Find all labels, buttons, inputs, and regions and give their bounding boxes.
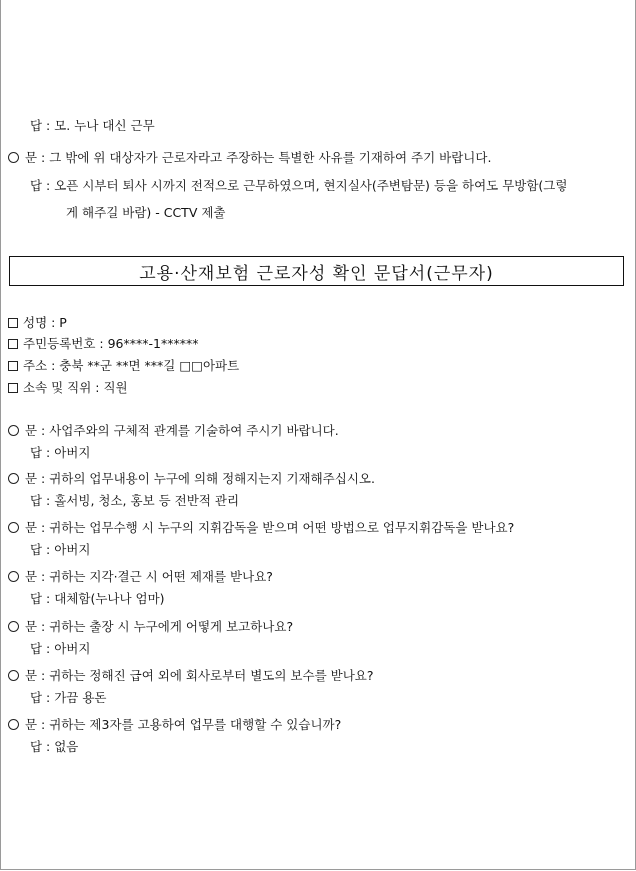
answer-line: 답 : 대체함(누나나 엄마) (30, 591, 165, 606)
info-address: 주소 : 충북 **군 **면 ***길 □□아파트 (23, 358, 240, 373)
answer-line: 답 : 오픈 시부터 퇴사 시까지 전적으로 근무하였으며, 현지실사(주변탐문) 등을 하여도 무방함(그렇 (30, 178, 568, 193)
info-position: 소속 및 직위 : 직원 (23, 380, 128, 395)
circle-bullet-icon (8, 473, 19, 484)
answer-line: 답 : 아버지 (30, 641, 91, 656)
checkbox-square-icon (8, 318, 18, 328)
question-line (8, 668, 373, 684)
circle-bullet-icon (8, 719, 19, 730)
answer-line: 답 : 없음 (30, 739, 79, 754)
question-text: 문 : 사업주와의 구체적 관계를 기술하여 주시기 바랍니다. (25, 423, 339, 438)
question-line (8, 717, 341, 733)
checkbox-square-icon (8, 361, 18, 371)
circle-bullet-icon (8, 621, 19, 632)
info-name: 성명 : P (23, 315, 67, 330)
info-item (8, 380, 128, 396)
info-item (8, 358, 239, 374)
circle-bullet-icon (8, 152, 19, 163)
checkbox-square-icon (8, 339, 18, 349)
question-line (8, 619, 293, 635)
question-line (8, 423, 339, 439)
answer-line: 답 : 모. 누나 대신 근무 (30, 118, 155, 133)
question-text: 문 : 귀하는 출장 시 누구에게 어떻게 보고하나요? (25, 619, 294, 634)
checkbox-square-icon (8, 383, 18, 393)
document-title-box (9, 256, 624, 286)
question-text: 문 : 귀하는 제3자를 고용하여 업무를 대행할 수 있습니까? (25, 717, 342, 732)
answer-line: 답 : 아버지 (30, 445, 91, 460)
question-line (8, 569, 273, 585)
question-text: 문 : 귀하는 업무수행 시 누구의 지휘감독을 받으며 어떤 방법으로 업무지휘감독을 받나요? (25, 520, 515, 535)
answer-line-continued: 게 해주길 바람) - CCTV 제출 (66, 205, 226, 220)
circle-bullet-icon (8, 670, 19, 681)
question-line (8, 471, 375, 487)
question-text: 문 : 귀하는 지각·결근 시 어떤 제재를 받나요? (25, 569, 273, 584)
info-item (8, 336, 198, 352)
circle-bullet-icon (8, 571, 19, 582)
answer-line: 답 : 홀서빙, 청소, 홍보 등 전반적 관리 (30, 493, 240, 508)
circle-bullet-icon (8, 522, 19, 533)
question-line (8, 520, 514, 536)
document-title: 고용·산재보험 근로자성 확인 문답서(근무자) (139, 263, 494, 284)
circle-bullet-icon (8, 425, 19, 436)
question-text: 문 : 귀하는 정해진 급여 외에 회사로부터 별도의 보수를 받나요? (25, 668, 374, 683)
question-text: 문 : 그 밖에 위 대상자가 근로자라고 주장하는 특별한 사유를 기재하여 주기 바랍니다. (25, 150, 492, 165)
question-text: 문 : 귀하의 업무내용이 누구에 의해 정해지는지 기재해주십시오. (25, 471, 375, 486)
answer-line: 답 : 아버지 (30, 542, 91, 557)
question-line (8, 150, 491, 166)
info-resident-number: 주민등록번호 : 96****-1****** (23, 336, 199, 351)
info-item (8, 315, 67, 331)
answer-line: 답 : 가끔 용돈 (30, 690, 107, 705)
